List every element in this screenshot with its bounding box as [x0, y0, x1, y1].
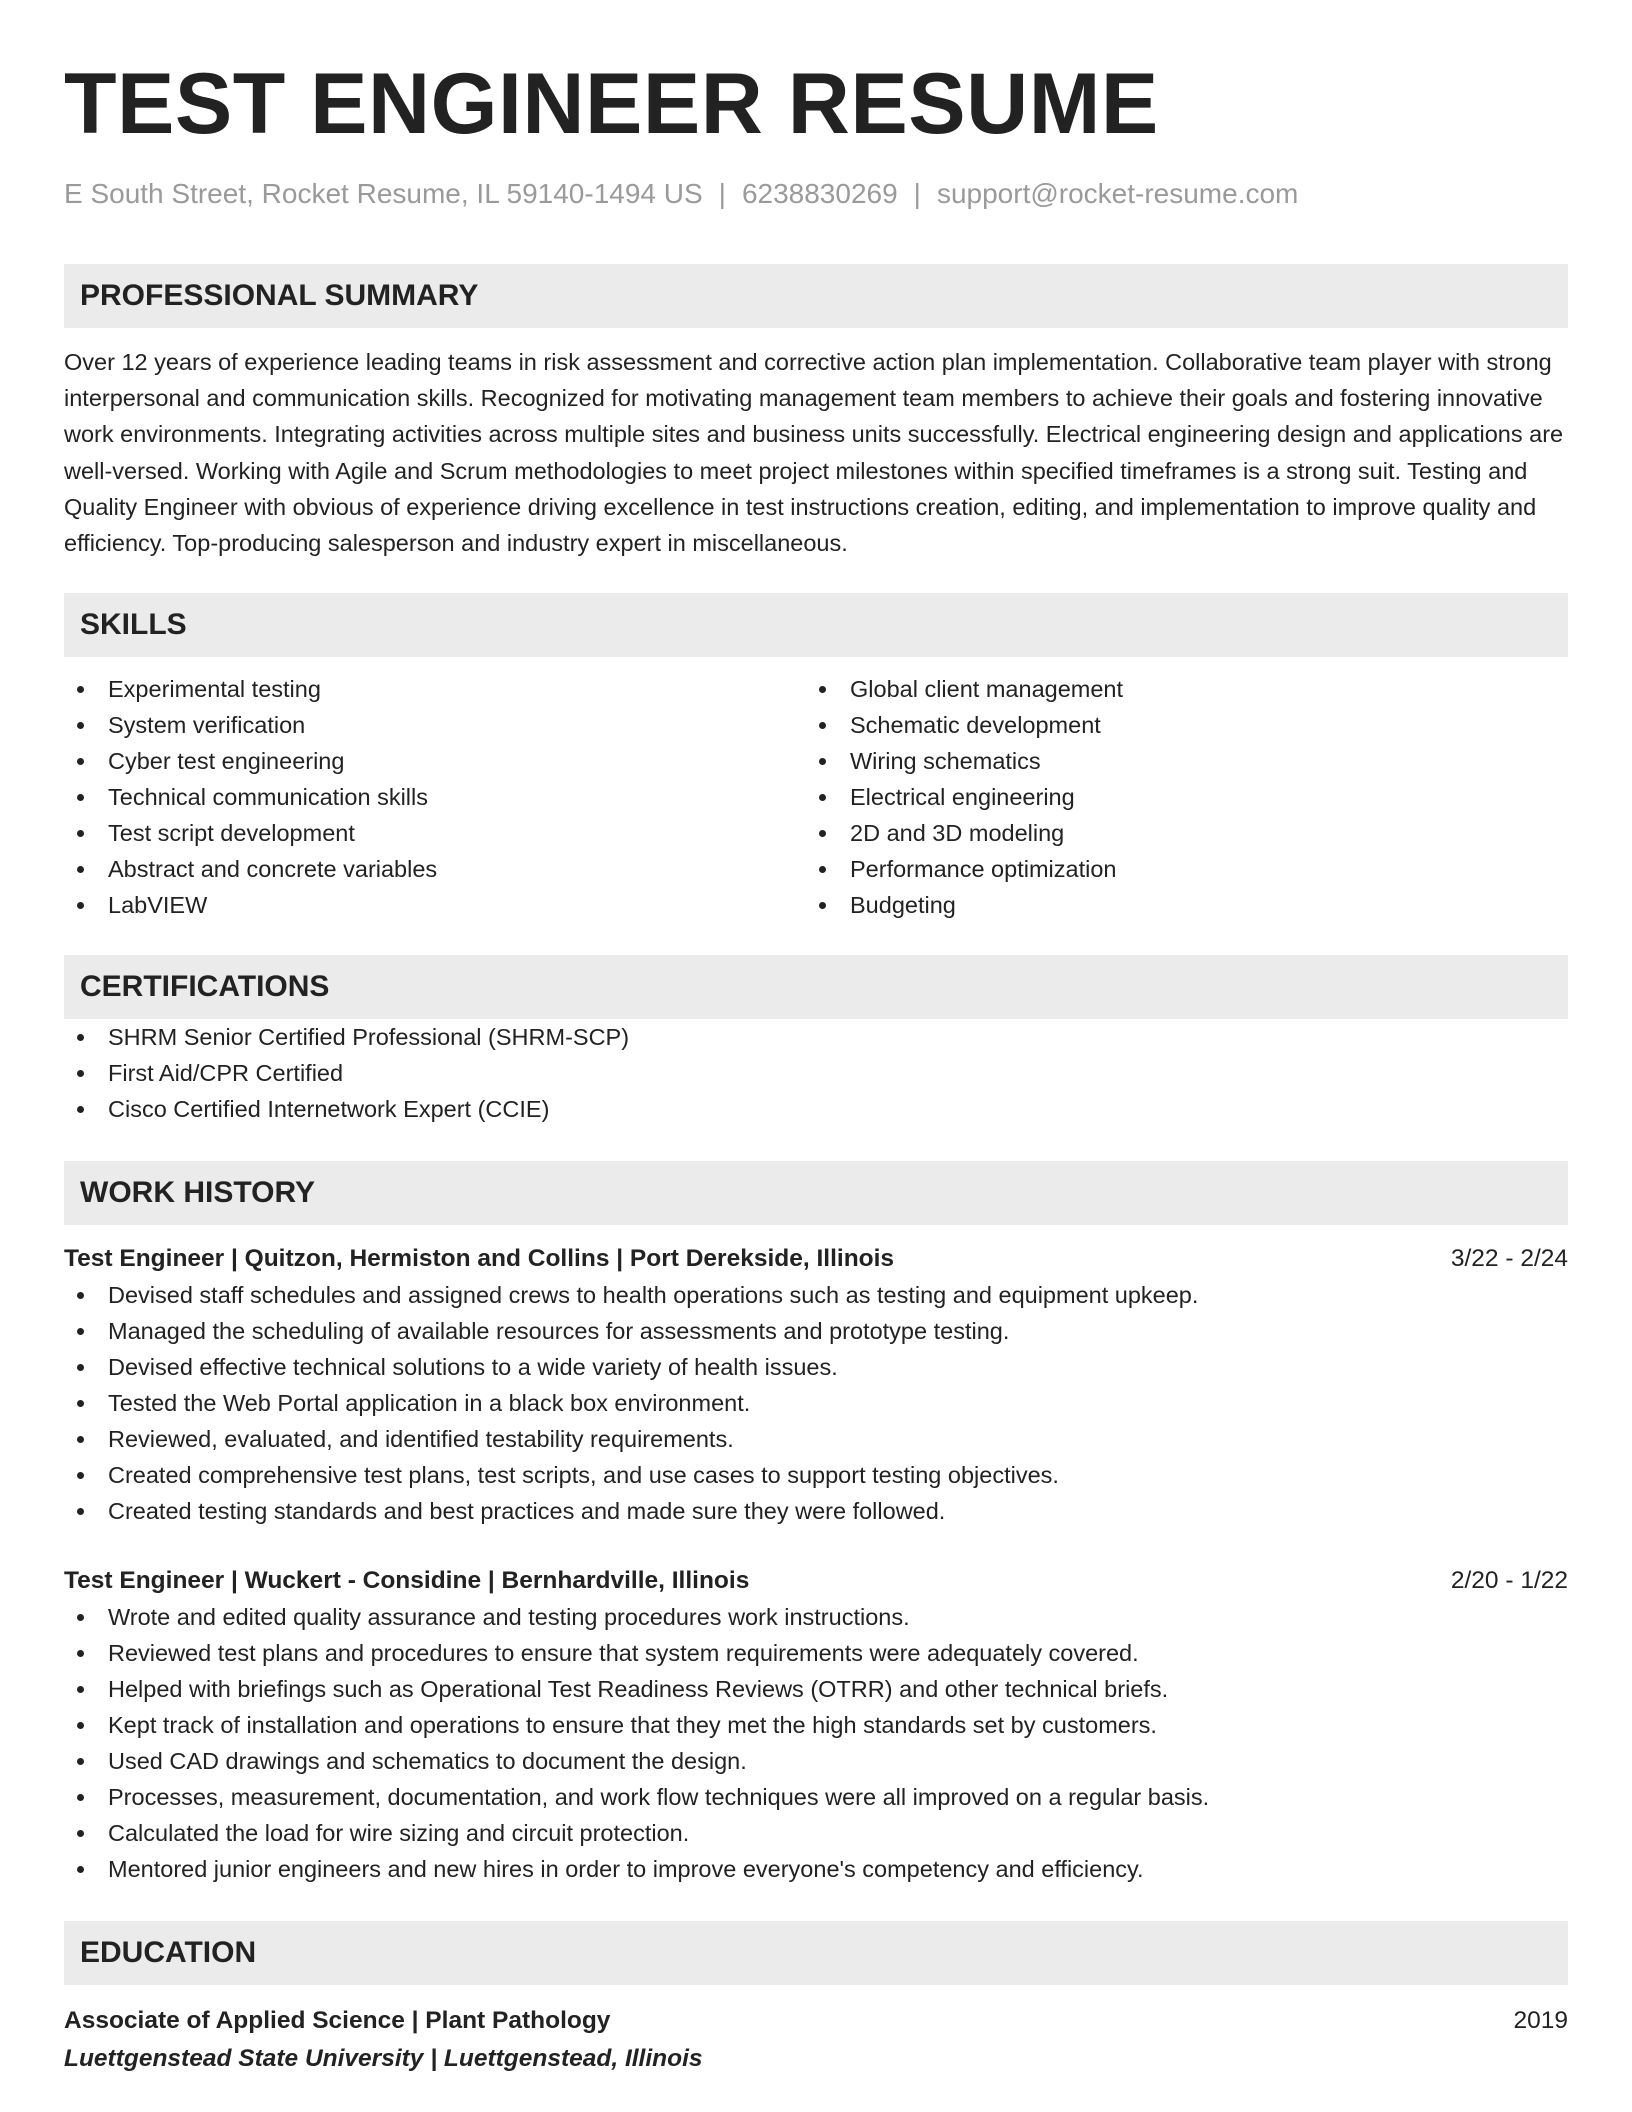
job-bullet: Mentored junior engineers and new hires in order to improve everyone's competency and efficiency. [64, 1851, 1568, 1887]
job-bullet: Created testing standards and best practices and made sure they were followed. [64, 1493, 1568, 1529]
skills-list-right [806, 671, 1548, 923]
summary-heading: PROFESSIONAL SUMMARY [64, 264, 1568, 328]
job-bullet: Tested the Web Portal application in a black box environment. [64, 1385, 1568, 1421]
skill-item: Experimental testing [64, 671, 806, 707]
skill-item: LabVIEW [64, 887, 806, 923]
job-bullets [64, 1599, 1568, 1887]
job-bullet: Wrote and edited quality assurance and testing procedures work instructions. [64, 1599, 1568, 1635]
school-text: Luettgenstead State University | Luettgenstead, Illinois [64, 2045, 703, 2073]
job-bullet: Reviewed test plans and procedures to ensure that system requirements were adequately covered. [64, 1635, 1568, 1671]
job-bullet: Devised staff schedules and assigned crews to health operations such as testing and equipment upkeep. [64, 1277, 1568, 1313]
skill-item: Budgeting [806, 887, 1548, 923]
skill-item: Cyber test engineering [64, 743, 806, 779]
job-bullet: Calculated the load for wire sizing and circuit protection. [64, 1815, 1568, 1851]
address-text: E South Street, Rocket Resume, IL 59140-1494 US [64, 178, 703, 209]
skill-item: Global client management [806, 671, 1548, 707]
skill-item: Abstract and concrete variables [64, 851, 806, 887]
skill-item: Technical communication skills [64, 779, 806, 815]
skill-item: Schematic development [806, 707, 1548, 743]
certifications-list [64, 1019, 1568, 1127]
skill-item: Electrical engineering [806, 779, 1548, 815]
job-bullets [64, 1277, 1568, 1529]
job-bullet: Managed the scheduling of available resources for assessments and prototype testing. [64, 1313, 1568, 1349]
skill-item: 2D and 3D modeling [806, 815, 1548, 851]
degree-text: Associate of Applied Science | Plant Pathology [64, 2007, 611, 2035]
skills-list-left [64, 671, 806, 923]
certification-item: SHRM Senior Certified Professional (SHRM-SCP) [64, 1019, 1568, 1055]
contact-separator: | [913, 178, 921, 209]
skills-heading: SKILLS [64, 593, 1568, 657]
graduation-year: 2019 [1513, 2007, 1568, 2035]
contact-separator: | [718, 178, 726, 209]
job-dates: 3/22 - 2/24 [1450, 1245, 1568, 1273]
resume-title: TEST ENGINEER RESUME [64, 56, 1159, 152]
summary-text: Over 12 years of experience leading teams in risk assessment and corrective action plan implementation. Collaborative team player with strong interpersonal and communication skills. Recognized for motivating management team members to achieve their goals and fostering innovative work environments. Integrating activities across multiple sites and business units successfully. Electrical engineering design and applications are well-versed. Working with Agile and Scrum methodologies to meet project milestones within specified timeframes is a strong suit. Testing and Quality Engineer with obvious of experience driving excellence in test instructions creation, editing, and implementation to improve quality and efficiency. Top-producing salesperson and industry expert in miscellaneous. [64, 349, 1564, 557]
job-title: Test Engineer | Wuckert - Considine | Bernhardville, Illinois [64, 1567, 750, 1595]
job-header [64, 1241, 1568, 1277]
job-bullet: Kept track of installation and operations to ensure that they met the high standards set by customers. [64, 1707, 1568, 1743]
job-bullet: Reviewed, evaluated, and identified testability requirements. [64, 1421, 1568, 1457]
job-bullet: Helped with briefings such as Operational Test Readiness Reviews (OTRR) and other technical briefs. [64, 1671, 1568, 1707]
resume-page [64, 56, 1568, 2077]
skills-columns [64, 671, 1568, 923]
education-header [64, 2003, 1568, 2039]
email-text: support@rocket-resume.com [936, 178, 1299, 209]
certification-item: Cisco Certified Internetwork Expert (CCIE) [64, 1091, 1568, 1127]
work-history-heading: WORK HISTORY [64, 1161, 1568, 1225]
education-heading: EDUCATION [64, 1921, 1568, 1985]
job-bullet: Created comprehensive test plans, test scripts, and use cases to support testing objectives. [64, 1457, 1568, 1493]
contact-line [64, 176, 1568, 212]
skill-item: Wiring schematics [806, 743, 1548, 779]
phone-text: 6238830269 [741, 178, 898, 209]
certifications-heading: CERTIFICATIONS [64, 955, 1568, 1019]
job-dates: 2/20 - 1/22 [1450, 1567, 1568, 1595]
job-header [64, 1563, 1568, 1599]
job-bullet: Processes, measurement, documentation, and work flow techniques were all improved on a regular basis. [64, 1779, 1568, 1815]
certification-item: First Aid/CPR Certified [64, 1055, 1568, 1091]
job-bullet: Devised effective technical solutions to a wide variety of health issues. [64, 1349, 1568, 1385]
skill-item: Performance optimization [806, 851, 1548, 887]
job-bullet: Used CAD drawings and schematics to document the design. [64, 1743, 1568, 1779]
job-title: Test Engineer | Quitzon, Hermiston and Collins | Port Derekside, Illinois [64, 1245, 895, 1273]
skill-item: Test script development [64, 815, 806, 851]
skill-item: System verification [64, 707, 806, 743]
